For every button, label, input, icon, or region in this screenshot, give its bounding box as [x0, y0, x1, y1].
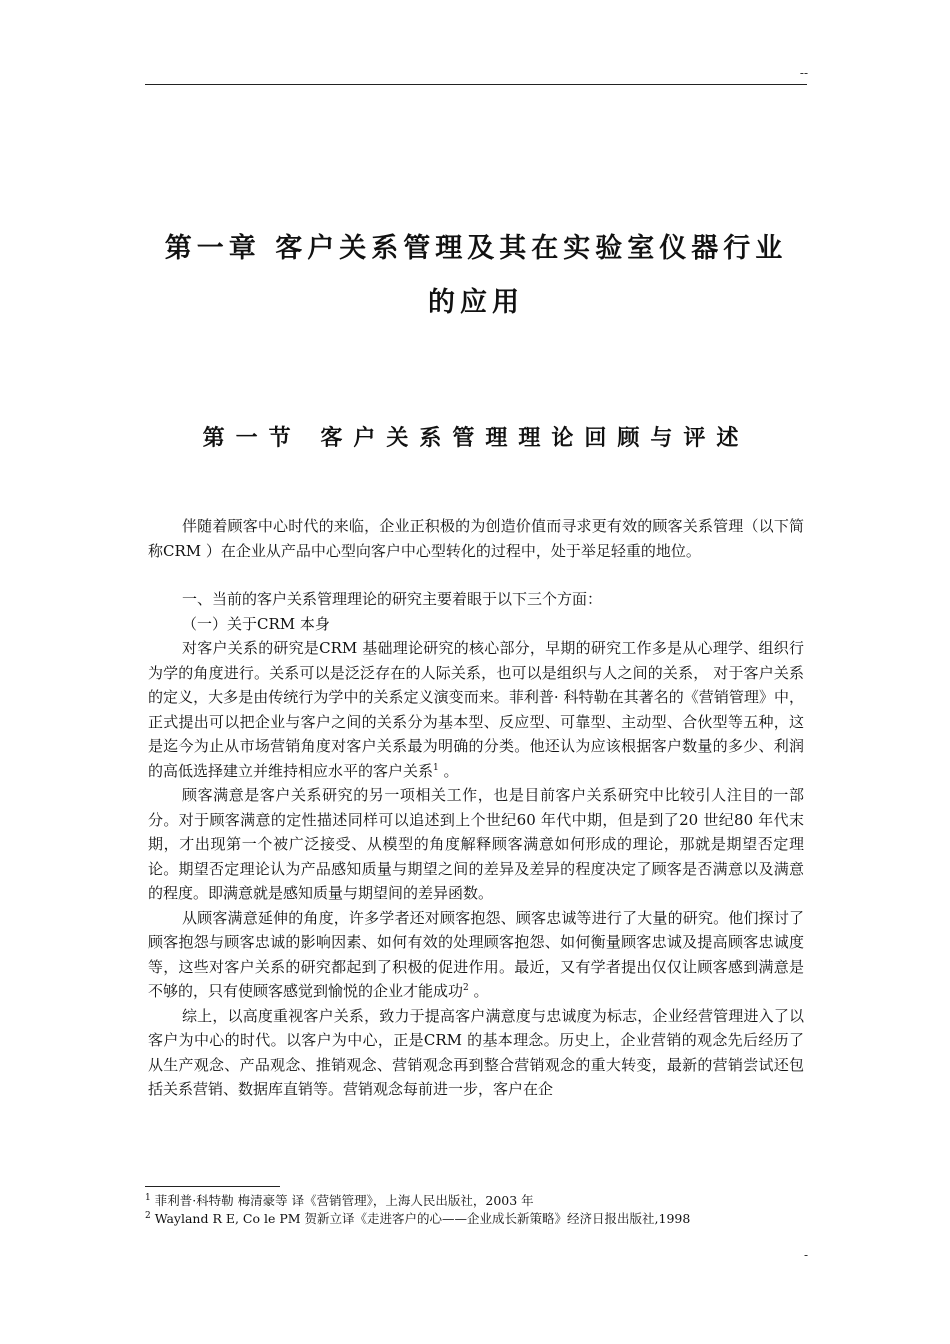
paragraph-customer-relations-end: 。 — [438, 761, 459, 780]
footnote-2-text: Wayland R E, Co le PM 贺新立译《走进客户的心——企业成长新策略》经济日报出版社,1998 — [150, 1211, 691, 1226]
paragraph-customer-relations — [148, 636, 804, 783]
header-rule — [145, 84, 807, 85]
header-mark: -- — [799, 66, 808, 80]
footnote-1-number: 1 — [145, 1192, 151, 1203]
footnote-rule — [145, 1186, 280, 1187]
footnote-ref-2[interactable]: 2 — [463, 983, 469, 993]
body-text — [148, 514, 804, 1102]
footnote-1 — [145, 1192, 805, 1210]
page-mark: - — [803, 1248, 808, 1262]
footnote-2-number: 2 — [145, 1210, 151, 1221]
intro-paragraph: 伴随着顾客中心时代的来临，企业正积极的为创造价值而寻求更有效的顾客关系管理（以下简称CRM ）在企业从产品中心型向客户中心型转化的过程中，处于举足轻重的地位。 — [148, 517, 804, 560]
paragraph-customer-loyalty-text: 从顾客满意延伸的角度，许多学者还对顾客抱怨、顾客忠诚等进行了大量的研究。他们探讨了顾客抱怨与顾客忠诚的影响因素、如何有效的处理顾客抱怨、如何衡量顾客忠诚及提高顾客忠诚度等，这些对客户关系的研究都起到了积极的促进作用。最近，又有学者提出仅仅让顾客感到满意是不够的，只有使顾客感觉到愉悦的企业才能成功 — [148, 908, 804, 1000]
footnote-1-text: 菲利普·科特勒 梅清豪等 译《营销管理》，上海人民出版社，2003 年 — [150, 1193, 534, 1208]
paragraph-customer-loyalty — [148, 906, 804, 1004]
paragraph-customer-loyalty-end: 。 — [468, 982, 489, 1000]
chapter-title-line1: 第一章 客户关系管理及其在实验室仪器行业 — [164, 233, 788, 264]
sub-heading-1: （一）关于CRM 本身 — [182, 614, 330, 633]
point-heading-1: 一、当前的客户关系管理理论的研究主要着眼于以下三个方面： — [182, 590, 603, 608]
chapter-title-line2: 的应用 — [428, 287, 524, 318]
paragraph-customer-satisfaction: 顾客满意是客户关系研究的另一项相关工作，也是目前客户关系研究中比较引人注目的一部分。对于顾客满意的定性描述同样可以追述到上个世纪60 年代中期，但是到了20 世纪80 年代末期，才出现第一个被广泛接受、从模型的角度解释顾客满意如何形成的理论，那就是期望否定理论。期望否定理论认为产品感知质量与期望之间的差异及差异的程度决定了顾客是否满意以及满意的程度。即满意就是感知质量与期望间的差异函数。 — [148, 786, 804, 902]
paragraph-summary: 综上，以高度重视客户关系，致力于提高客户满意度与忠诚度为标志，企业经营管理进入了以客户为中心的时代。以客户为中心，正是CRM 的基本理念。历史上，企业营销的观念先后经历了从生产观念、产品观念、推销观念、营销观念再到整合营销观念的重大转变，最新的营销尝试还包括关系营销、数据库直销等。营销观念每前进一步，客户在企 — [148, 1006, 804, 1098]
footnote-ref-1[interactable]: 1 — [433, 762, 439, 773]
paragraph-gap — [148, 563, 804, 587]
footnotes — [145, 1192, 805, 1228]
footnote-2 — [145, 1210, 805, 1228]
section-title: 第一节 客户关系管理理论回顾与评述 — [202, 426, 750, 451]
paragraph-customer-relations-text: 对客户关系的研究是CRM 基础理论研究的核心部分，早期的研究工作多是从心理学、组织行为学的角度进行。关系可以是泛泛存在的人际关系，也可以是组织与人之间的关系， 对于客户关系的定义，大多是由传统行为学中的关系定义演变而来。菲利普· 科特勒在其著名的《营销管理》中，正式提出可以把企业与客户之间的关系分为基本型、反应型、可靠型、主动型、合伙型等五种，这是迄今为止从市场营销角度对客户关系最为明确的分类。他还认为应该根据客户数量的多少、利润的高低选择建立并维持相应水平的客户关系 — [148, 639, 804, 780]
chapter-title — [145, 222, 807, 330]
